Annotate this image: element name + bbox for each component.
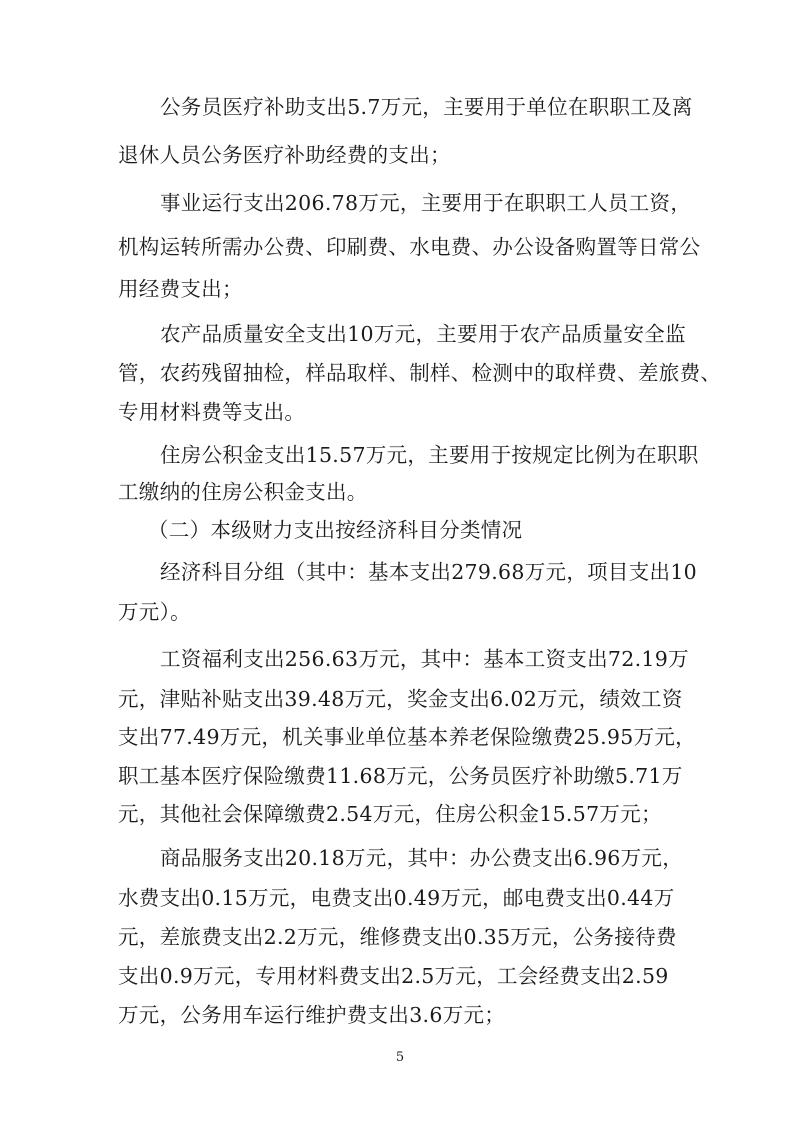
paragraph-line: 万元，公务用车运行维护费支出3.6万元； xyxy=(118,1003,506,1027)
section-heading: （二）本级财力支出按经济科目分类情况 xyxy=(148,518,523,542)
paragraph-line: 管，农药残留抽检，样品取样、制样、检测中的取样费、差旅费、 xyxy=(118,361,722,385)
paragraph-line: 机构运转所需办公费、印刷费、水电费、办公设备购置等日常公 xyxy=(118,235,701,259)
paragraph-line: 支出0.9万元，专用材料费支出2.5万元，工会经费支出2.59 xyxy=(118,964,669,988)
paragraph-line: 事业运行支出206.78万元，主要用于在职职工人员工资， xyxy=(160,191,692,215)
paragraph-line: 用经费支出； xyxy=(118,277,243,301)
paragraph-line: 元，其他社会保障缴费2.54万元，住房公积金15.57万元； xyxy=(118,802,662,826)
paragraph-line: 工资福利支出256.63万元，其中：基本工资支出72.19万 xyxy=(160,647,689,671)
paragraph-line: 支出77.49万元，机关事业单位基本养老保险缴费25.95万元， xyxy=(118,725,696,749)
paragraph-line: 退休人员公务医疗补助经费的支出； xyxy=(118,143,451,167)
page-number: 5 xyxy=(395,1050,405,1065)
paragraph-line: 元，差旅费支出2.2万元，维修费支出0.35万元，公务接待费 xyxy=(118,925,677,949)
paragraph-line: 万元）。 xyxy=(118,600,191,624)
paragraph-line: 经济科目分组（其中：基本支出279.68万元，项目支出10 xyxy=(160,560,698,584)
paragraph-line: 职工基本医疗保险缴费11.68万元，公务员医疗补助缴5.71万 xyxy=(118,764,683,788)
paragraph-line: 水费支出0.15万元，电费支出0.49万元，邮电费支出0.44万 xyxy=(118,886,675,910)
paragraph-line: 农产品质量安全支出10万元，主要用于农产品质量安全监 xyxy=(160,322,686,346)
paragraph-line: 元，津贴补贴支出39.48万元，奖金支出6.02万元，绩效工资 xyxy=(118,687,683,711)
paragraph-line: 专用材料费等支出。 xyxy=(118,400,306,424)
paragraph-line: 工缴纳的住房公积金支出。 xyxy=(118,480,368,504)
paragraph-line: 商品服务支出20.18万元，其中：办公费支出6.96万元， xyxy=(160,846,684,870)
paragraph-line: 住房公积金支出15.57万元，主要用于按规定比例为在职职 xyxy=(160,443,699,467)
paragraph-line: 公务员医疗补助支出5.7万元，主要用于单位在职职工及离 xyxy=(160,95,693,119)
